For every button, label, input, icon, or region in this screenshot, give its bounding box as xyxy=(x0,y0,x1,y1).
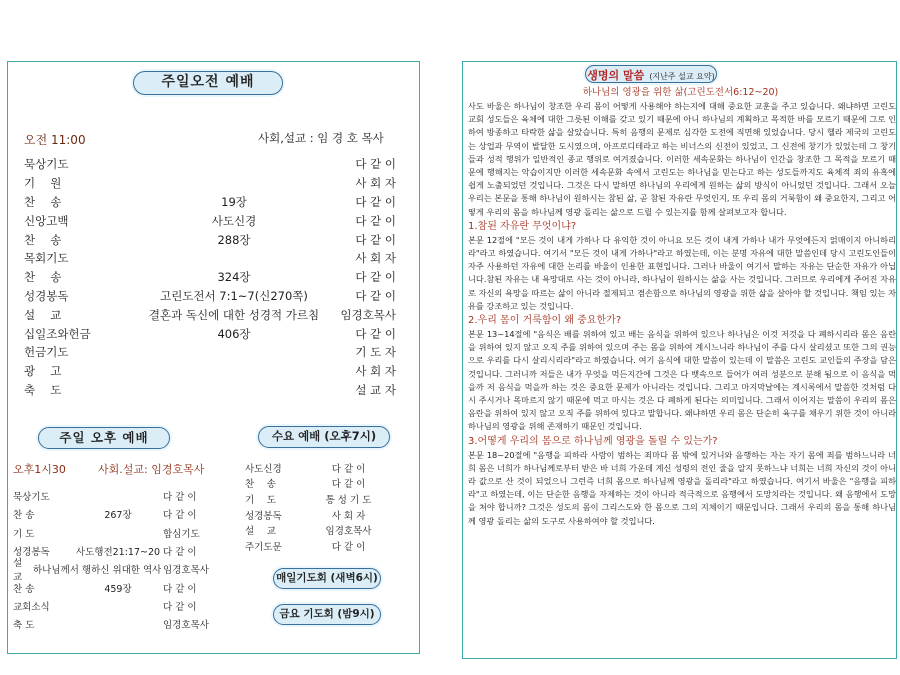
section-heading: 2.우리 몸이 거룩함이 왜 중요한가? xyxy=(468,315,622,327)
order-row xyxy=(24,324,396,343)
order-name: 찬 송 xyxy=(13,510,35,522)
section-body: 본문 13~14절에 "음식은 배를 위하여 있고 배는 음식을 위하여 있으나 하나님은 이것 저것을 다 폐하시리라 몸은 음란을 위하여 있지 않고 오직 주를 위하여 있으며 주는 몸을 위하여 계시느니라 하나님이 주를 다시 살리셨고 또한 그의 권능으로 우리를 다시 살리시리라"라고 하였습니다. 여기 음식에 대한 말씀이 있는데 이 말씀은 고린도 교인들의 주장을 담은 것입니다. 그러니까 저들은 내가 무엇을 먹든지간에 그것은 다 뱃속으로 들어가 여러 성분으로 분해 됨으로 이 음식을 먹을까 저 음식을 먹을까 하는 것은 중요한 문제가 아니라는 것입니다. 그리고 마지막날에는 계시록에서 말씀한 것처럼 다시 주시거나 목마르지 않기 때문에 먹고 마시는 것은 다 폐하게 된다는 의미입니다. 그래서 이어지는 말씀이 우리의 몸은 음란을 위하여 있지 않고 오직 주를 위하여 있다고 말합니다. 왜냐하면 우리 몸은 단순히 육구를 채우기 위한 것이 아니라 하나님의 영광을 위해 존재하기 때문인 것입니다. xyxy=(468,329,896,432)
order-row xyxy=(24,211,396,230)
order-detail: 459장 xyxy=(104,583,132,595)
order-leader: 설 교 자 xyxy=(355,382,396,397)
section-heading: 3.어떻게 우리의 몸으로 하나님께 영광을 돌릴 수 있는가? xyxy=(468,435,718,447)
order-row xyxy=(245,507,385,523)
morning-service-time: 오전 11:00 xyxy=(24,133,86,147)
order-leader: 통 성 기 도 xyxy=(325,494,372,506)
order-name: 묵상기도 xyxy=(24,157,69,172)
order-row xyxy=(24,174,396,193)
order-row xyxy=(13,524,238,542)
order-row xyxy=(24,268,396,287)
order-name: 기 원 xyxy=(24,176,62,191)
morning-service-info: 사회,설교 : 임 경 호 목사 xyxy=(258,131,384,145)
order-name: 찬 송 xyxy=(245,479,276,491)
order-name: 성경봉독 xyxy=(245,510,282,522)
order-leader: 다 같 이 xyxy=(163,583,197,595)
order-leader: 다 같 이 xyxy=(331,479,366,491)
order-name: 설 교 xyxy=(13,558,23,584)
order-leader: 사 회 자 xyxy=(355,364,396,379)
order-leader: 합심기도 xyxy=(163,528,200,540)
order-name: 헌금기도 xyxy=(24,345,69,360)
section-body: 본문 12절에 "모든 것이 내게 가하나 다 유익한 것이 아니요 모든 것이 내게 가하나 내가 무엇에든지 얽매이지 아니하리라"라고 하였습니다. 여기서 "모든 것이 내게 가하나"라고 하였는데, 이는 분명 자유에 대한 말씀인데 당시 고린도인들이 자주 사용하던 자유에 대한 논리를 바울이 인용한 표현입니다. 그러나 바울이 여기서 말하는 자유는 단순한 자유가 아닙니다.참된 자유는 내 욕망대로 사는 것이 아니라, 하나님이 원하시는 삶을 사는 것입니다. 그러므로 우리에게 주어진 자유로 자신의 욕망을 따르는 삶이 아니라 절제되고 겸손함으로 하나님의 영광을 위한 삶을 살아야 할 것입니다. 책임 있는 자유를 강조하고 있는 것입니다. xyxy=(468,234,896,311)
order-row xyxy=(13,615,238,633)
sermon-title: 생명의 말씀 xyxy=(587,69,645,82)
order-row xyxy=(245,538,385,554)
section-body: 본문 18~20절에 "음행을 피하라 사람이 범하는 죄마다 몸 밖에 있거니와 음행하는 자는 자기 몸에 죄를 범하느니라 너희 몸은 너희가 하나님께로부터 받은 바 너희 가운데 계신 성령의 전인 줄을 알지 못하느냐 너희는 너희 자신의 것이 아니라 값으로 산 것이 되었으니 그런즉 너희 몸으로 하나님께 영광을 돌리라"라고 하였습니다. 여기서 바울은 "음행을 피하라"고 하였는데, 이는 단순한 음행을 자제하는 것이 아니라 적극적으로 음행에서 도망치라는 것입니다. 왜 음행에서 도망을 쳐야 합니까? 그것은 성도의 몸이 그리스도와 한 몸으로 그의 지체이기 때문입니다. 그래서 우리의 몸을 통해 하나님께 영광 돌리는 삶의 도구로 사용하여야 할 것입니다. xyxy=(468,449,896,526)
order-detail: 288장 xyxy=(217,232,251,247)
order-row xyxy=(13,558,238,584)
order-name: 기 도 xyxy=(245,494,276,506)
order-leader: 사 회 자 xyxy=(355,251,396,266)
order-name: 신앙고백 xyxy=(24,213,69,228)
order-leader: 다 같 이 xyxy=(355,288,396,303)
order-row xyxy=(24,193,396,212)
order-detail: 406장 xyxy=(217,326,251,341)
order-leader: 다 같 이 xyxy=(331,463,366,475)
order-name: 광 고 xyxy=(24,364,62,379)
order-leader: 다 같 이 xyxy=(163,547,197,559)
order-leader: 다 같 이 xyxy=(163,601,197,613)
order-leader: 기 도 자 xyxy=(355,345,396,360)
order-leader: 다 같 이 xyxy=(163,510,197,522)
order-name: 묵상기도 xyxy=(13,492,50,504)
order-name: 축 도 xyxy=(24,382,62,397)
order-row xyxy=(245,491,385,507)
order-row xyxy=(24,362,396,381)
order-leader: 임경호목사 xyxy=(163,620,209,632)
order-name: 십일조와헌금 xyxy=(24,326,91,341)
afternoon-order-list xyxy=(13,487,238,633)
order-detail: 결혼과 독신에 대한 성경적 가르침 xyxy=(148,307,320,322)
wednesday-order-list xyxy=(245,460,385,554)
order-leader: 다 같 이 xyxy=(355,157,396,172)
order-detail: 324장 xyxy=(217,270,251,285)
order-row xyxy=(13,505,238,523)
order-leader: 임경호목사 xyxy=(325,526,372,538)
order-name: 찬 송 xyxy=(24,270,62,285)
order-leader: 다 같 이 xyxy=(355,326,396,341)
order-name: 설 교 xyxy=(245,526,276,538)
right-sermon-panel xyxy=(462,61,897,659)
order-row xyxy=(24,155,396,174)
order-leader: 임경호목사 xyxy=(340,307,396,322)
order-leader: 사 회 자 xyxy=(331,510,366,522)
order-name: 목회기도 xyxy=(24,251,69,266)
left-bulletin-panel xyxy=(7,61,420,654)
order-name: 찬 송 xyxy=(13,583,35,595)
order-name: 찬 송 xyxy=(24,232,62,247)
order-row xyxy=(24,287,396,306)
order-row xyxy=(24,343,396,362)
order-detail: 사도신경 xyxy=(211,213,257,228)
order-name: 성경봉독 xyxy=(24,288,69,303)
order-row xyxy=(13,487,238,505)
order-row xyxy=(24,305,396,324)
order-name: 설 교 xyxy=(24,307,62,322)
order-detail: 19장 xyxy=(221,194,247,209)
afternoon-service-time: 오후1시30 xyxy=(13,463,66,476)
wednesday-service-title: 수요 예배 (오후7시) xyxy=(258,426,390,448)
order-row xyxy=(13,578,238,596)
order-leader: 다 같 이 xyxy=(331,541,366,553)
sermon-title-note: (지난주 설교 요약) xyxy=(649,72,715,81)
morning-order-list xyxy=(24,155,396,399)
sermon-subtitle: 하나님의 영광을 위한 삶(고린도전서6:12~20) xyxy=(582,87,779,98)
order-detail: 고린도전서 7:1~7(신270쪽) xyxy=(160,288,308,303)
order-leader: 다 같 이 xyxy=(355,194,396,209)
afternoon-service-info: 사회.설교: 임경호목사 xyxy=(98,463,205,476)
order-row xyxy=(13,542,238,560)
order-name: 축 도 xyxy=(13,620,35,632)
order-row xyxy=(245,522,385,538)
order-name: 주기도문 xyxy=(245,541,282,553)
order-leader: 사 회 자 xyxy=(355,176,396,191)
section-heading: 1.참된 자유란 무엇이냐? xyxy=(468,220,577,232)
order-leader: 임경호목사 xyxy=(163,565,209,577)
order-leader: 다 같 이 xyxy=(355,270,396,285)
order-leader: 다 같 이 xyxy=(355,213,396,228)
dawn-prayer-title: 매일기도회 (새벽6시) xyxy=(273,568,381,589)
order-row xyxy=(24,381,396,400)
order-leader: 다 같 이 xyxy=(163,492,197,504)
order-name: 찬 송 xyxy=(24,194,62,209)
friday-prayer-title: 금요 기도회 (밤9시) xyxy=(273,604,381,625)
order-detail: 267장 xyxy=(104,510,132,522)
order-detail: 사도행전21:17~20 xyxy=(75,547,161,559)
order-leader: 다 같 이 xyxy=(355,232,396,247)
sermon-body xyxy=(468,100,896,528)
order-row xyxy=(245,476,385,492)
order-name: 교회소식 xyxy=(13,601,50,613)
sermon-title-badge xyxy=(585,65,717,83)
sermon-intro: 사도 바울은 하나님이 창조한 우리 몸이 어떻게 사용해야 하는지에 대해 중요한 교훈을 주고 있습니다. 왜냐하면 고린도 교회 성도들은 육체에 대한 그릇된 이해를 갖고 있기 때문에 아니 하나님의 계획하고 목적한 바를 모르기 때문에 그로 인하여 방종하고 타락한 삶을 살았습니다. 특히 음행의 문제로 심각한 도전에 직면해 있었습니다. 당시 헬라 제국의 고린도는 상업과 무역이 발달한 도시였으며, 아프로디테라고 하는 비너스의 신전이 있었고, 그 신전에 창기가 있었는데 그 창기들과 성적 행위가 일반적인 종교 행위로 여겨졌습니다. 이러한 세속문화는 하나님이 인간을 창조한 그 목적을 모르기 때문에 행해지는 악습이지만 이러한 세속문화 속에서 고린도는 하나님을 믿는다고 하는 성도들까지도 육체적 죄의 유혹에 쉽게 노출되었던 것입니다. 그것은 다시 말하면 하나님의 우리에게 원하는 삶의 방식이 아니었던 것입니다. 그래서 오늘 우리는 본문을 통해 하나님이 원하시는 참된 삶, 곧 참된 자유란 무엇인지, 또 우리 몸의 거룩함이 왜 중요한지, 그리고 어떻게 우리의 몸을 하나님께 영광 돌리는 삶으로 드릴 수 있는지를 함께 살펴보고자 합니다. xyxy=(468,101,896,217)
order-row xyxy=(24,230,396,249)
order-row xyxy=(245,460,385,476)
order-row xyxy=(24,249,396,268)
order-row xyxy=(13,597,238,615)
morning-service-title: 주일오전 예배 xyxy=(133,71,283,95)
order-name: 성경봉독 xyxy=(13,547,50,559)
order-name: 기 도 xyxy=(13,528,35,540)
afternoon-service-title: 주일 오후 예배 xyxy=(38,427,170,449)
order-detail: 하나님께서 행하신 위대한 역사 xyxy=(33,565,162,577)
order-name: 사도신경 xyxy=(245,463,282,475)
